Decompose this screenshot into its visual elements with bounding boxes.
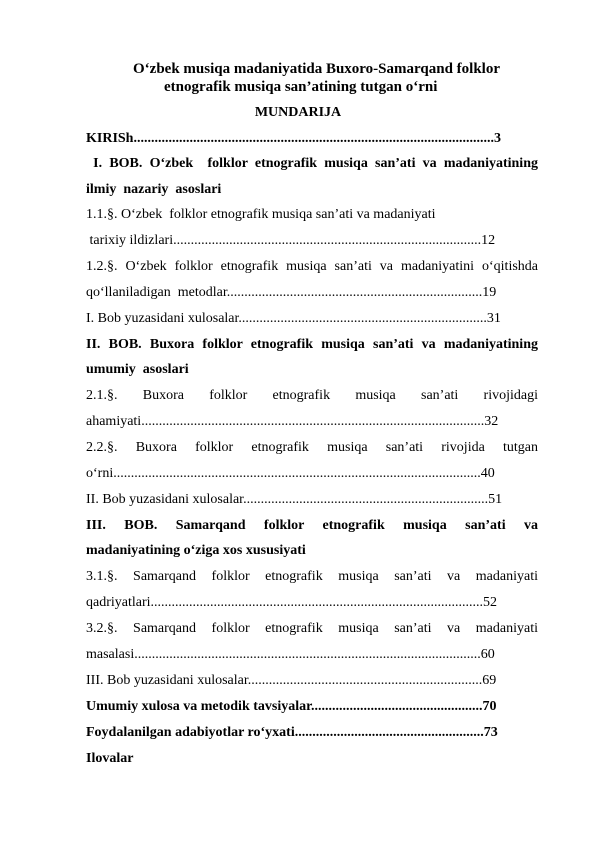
- toc-chapter-1-heading-cont: ilmiy nazariy asoslari: [86, 182, 222, 197]
- toc-section-2-1-cont: ahamiyati..................................................................................................32: [86, 414, 499, 429]
- toc-section-3-1-cont: qadriyatlari...............................................................................................52: [86, 595, 498, 610]
- toc-section-2-2-cont: o‘rni.........................................................................................................40: [86, 466, 495, 481]
- toc-entry-appendices: Ilovalar: [86, 751, 134, 766]
- toc-entry-bibliography: Foydalanilgan adabiyotlar ro‘yxati......................................................73: [86, 725, 498, 740]
- contents-heading: MUNDARIJA: [254, 105, 342, 120]
- document-title-line-2: etnografik musiqa san’atining tutgan o‘rni: [164, 79, 438, 95]
- toc-entry-general-conclusion: Umumiy xulosa va metodik tavsiyalar.................................................70: [86, 699, 497, 714]
- toc-section-3-2: 3.2.§. Samarqand folklor etnografik musiqa san’ati va madaniyati: [86, 621, 538, 636]
- toc-chapter-1-heading: I. BOB. O‘zbek folklor etnografik musiqa san’ati va madaniyatining: [86, 156, 538, 171]
- toc-section-1-2-cont: qo‘llaniladigan metodlar.........................................................................19: [86, 285, 497, 300]
- toc-chapter-3-conclusion: III. Bob yuzasidani xulosalar...................................................................69: [86, 673, 497, 688]
- toc-section-1-1: 1.1.§. O‘zbek folklor etnografik musiqa san’ati va madaniyati: [86, 207, 436, 222]
- toc-section-1-1-cont: tarixiy ildizlari........................................................................................12: [86, 233, 496, 248]
- toc-chapter-1-conclusion: I. Bob yuzasidani xulosalar.......................................................................31: [86, 311, 501, 326]
- toc-chapter-3-heading: III. BOB. Samarqand folklor etnografik musiqa san’ati va: [86, 518, 538, 533]
- toc-chapter-2-heading-cont: umumiy asoslari: [86, 362, 189, 377]
- toc-section-2-1: 2.1.§. Buxora folklor etnografik musiqa san’ati rivojidagi: [86, 388, 538, 403]
- toc-section-3-1: 3.1.§. Samarqand folklor etnografik musiqa san’ati va madaniyati: [86, 569, 538, 584]
- toc-section-1-2: 1.2.§. O‘zbek folklor etnografik musiqa san’ati va madaniyatini o‘qitishda: [86, 259, 538, 274]
- toc-section-3-2-cont: masalasi...................................................................................................60: [86, 647, 495, 662]
- toc-chapter-2-heading: II. BOB. Buxora folklor etnografik musiqa san’ati va madaniyatining: [86, 337, 538, 352]
- toc-entry-introduction: KIRISh.......................................................................................................3: [86, 131, 501, 146]
- toc-section-2-2: 2.2.§. Buxora folklor etnografik musiqa san’ati rivojida tutgan: [86, 440, 538, 455]
- toc-chapter-2-conclusion: II. Bob yuzasidani xulosalar......................................................................51: [86, 492, 503, 507]
- document-title-line-1: O‘zbek musiqa madaniyatida Buxoro-Samarqand folklor: [133, 61, 501, 77]
- toc-chapter-3-heading-cont: madaniyatining o‘ziga xos xususiyati: [86, 543, 306, 558]
